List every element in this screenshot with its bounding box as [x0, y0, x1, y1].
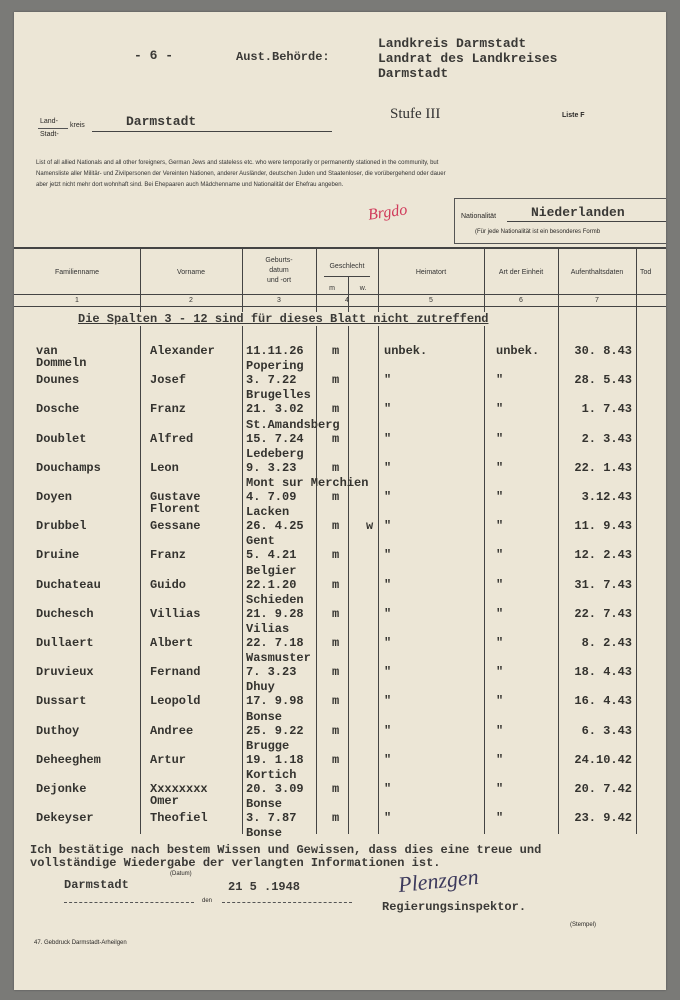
heimatort-cell: "	[384, 460, 392, 475]
unit-cell: "	[496, 490, 504, 504]
col-number-7: 7	[595, 297, 599, 304]
col-header-tod: Tod	[640, 269, 652, 276]
col-number-6: 6	[519, 297, 523, 304]
den-label: den	[202, 898, 213, 904]
kreis-value: Darmstadt	[126, 114, 197, 129]
authority-line-1: Landkreis Darmstadt	[378, 36, 527, 51]
signer-title: Regierungsinspektor.	[382, 900, 527, 914]
table-row	[14, 344, 666, 372]
heimatort-cell: "	[384, 490, 392, 504]
signature: Plenzgen	[396, 863, 480, 898]
firstname-cont-cell: Omer	[150, 794, 179, 808]
firstname-cell: Albert	[150, 636, 194, 650]
birthdate-cell: 9. 3.23	[246, 460, 297, 475]
heimatort-cell: unbek.	[384, 344, 428, 358]
stadt-label: Stadt-	[40, 131, 59, 138]
cert-line-1: Ich bestätige nach bestem Wissen und Gewissen, dass dies eine treue und	[30, 843, 542, 857]
heimatort-cell: "	[384, 606, 392, 621]
birthplace-cell: Schieden	[246, 592, 304, 607]
col-header-unit: Art der Einheit	[498, 269, 544, 276]
heimatort-cell: "	[384, 577, 392, 592]
birthdate-cell: 21. 9.28	[246, 606, 304, 621]
stay-date-cell: 22. 1.43	[574, 460, 632, 475]
heimatort-cell: "	[384, 519, 392, 534]
birthdate-cell: 11.11.26	[246, 344, 304, 358]
birthdate-cell: 19. 1.18	[246, 752, 304, 767]
place-value: Darmstadt	[64, 878, 129, 892]
surname-cont-cell: Dommeln	[36, 356, 87, 370]
document-sheet	[14, 12, 666, 990]
firstname-cell: Alexander	[150, 344, 215, 358]
table-row	[14, 476, 666, 518]
birthdate-cell: 20. 3.09	[246, 782, 304, 796]
surname-cell: Druvieux	[36, 665, 94, 680]
nationality-underline	[507, 221, 666, 222]
firstname-cell: Josef	[150, 373, 187, 388]
surname-cell: Doyen	[36, 490, 73, 504]
stay-date-cell: 31. 7.43	[574, 577, 632, 592]
birthdate-cell: 3. 7.22	[246, 373, 297, 388]
surname-cell: Dullaert	[36, 636, 94, 650]
birthplace-cell: Lacken	[246, 505, 290, 520]
birth-header-2: datum	[269, 267, 289, 274]
heimatort-cell: "	[384, 811, 392, 826]
sex-m-cell: m	[332, 548, 340, 563]
sex-m-cell: m	[332, 752, 340, 767]
stay-date-cell: 1. 7.43	[581, 402, 632, 417]
firstname-cont-cell: Florent	[150, 502, 201, 516]
stay-date-cell: 18. 4.43	[574, 665, 632, 680]
unit-cell: "	[496, 519, 504, 534]
sex-m-cell: m	[332, 811, 340, 826]
birthplace-cell: Popering	[246, 359, 304, 374]
heimatort-cell: "	[384, 694, 392, 709]
authority-lines	[378, 36, 557, 81]
sex-m-cell: m	[332, 782, 340, 796]
unit-cell: "	[496, 694, 504, 709]
liste-label: Liste F	[562, 112, 585, 119]
surname-cell: Duthoy	[36, 723, 80, 738]
col-number-3: 3	[277, 297, 281, 304]
cert-line-2: vollständige Wiedergabe der verlangten Informationen ist.	[30, 856, 441, 870]
sex-m-cell: m	[332, 431, 340, 446]
printer-line: 47. Gebdruck Darmstadt-Arheilgen	[34, 940, 127, 946]
stay-date-cell: 16. 4.43	[574, 694, 632, 709]
sex-m-cell: m	[332, 373, 340, 388]
authority-line-3: Darmstadt	[378, 66, 449, 81]
sex-m-cell: m	[332, 665, 340, 680]
table-row	[14, 622, 666, 664]
table-row	[14, 680, 666, 722]
birthdate-cell: 15. 7.24	[246, 431, 304, 446]
unit-cell: "	[496, 373, 504, 388]
stay-date-cell: 23. 9.42	[574, 811, 632, 826]
unit-cell: "	[496, 431, 504, 446]
table-row	[14, 563, 666, 606]
firstname-cell: Franz	[150, 402, 187, 417]
table-top-rule	[14, 247, 666, 249]
birthdate-cell: 26. 4.25	[246, 519, 304, 534]
firstname-cell: Xxxxxxxx	[150, 782, 208, 796]
unit-cell: "	[496, 752, 504, 767]
sex-m-cell: m	[332, 636, 340, 650]
surname-cell: Dosche	[36, 402, 80, 417]
table-row	[14, 709, 666, 752]
birthdate-cell: 4. 7.09	[246, 490, 297, 504]
surname-cell: Dejonke	[36, 782, 87, 796]
heimatort-cell: "	[384, 548, 392, 563]
col-header-surname: Familienname	[55, 269, 99, 276]
stay-date-cell: 3.12.43	[581, 490, 632, 504]
col-header-stay: Aufenthaltsdaten	[570, 269, 624, 276]
sex-m-cell: m	[332, 519, 340, 534]
date-dotline	[222, 902, 352, 903]
col-number-4: 4	[345, 297, 349, 304]
heimatort-cell: "	[384, 782, 392, 796]
date-place-label: (Datum)	[170, 871, 192, 877]
intro-text	[36, 158, 666, 191]
birthdate-cell: 25. 9.22	[246, 723, 304, 738]
surname-cell: Douchamps	[36, 460, 101, 475]
stay-date-cell: 30. 8.43	[574, 344, 632, 358]
firstname-cell: Leopold	[150, 694, 201, 709]
firstname-cell: Alfred	[150, 431, 194, 446]
table-header-rule	[14, 294, 666, 295]
heimatort-cell: "	[384, 373, 392, 388]
stamp-label: (Stempel)	[570, 922, 597, 928]
unit-cell: "	[496, 665, 504, 680]
firstname-cell: Gustave	[150, 490, 201, 504]
surname-cell: Dounes	[36, 373, 80, 388]
birthdate-cell: 5. 4.21	[246, 548, 297, 563]
birthplace-cell: Bonse	[246, 709, 283, 724]
intro-line-2: Namensliste aller Militär- und Zivilpersonen der Vereinten Nationen, anderer Ausländer, deutschen Juden und Staatenloser, die vorübergehend oder dauer	[36, 171, 446, 177]
birthplace-cell: Dhuy	[246, 680, 275, 695]
sex-m-cell: m	[332, 723, 340, 738]
stay-date-cell: 24.10.42	[574, 752, 632, 767]
unit-cell: "	[496, 606, 504, 621]
table-row	[14, 592, 666, 635]
sex-m-cell: m	[332, 344, 340, 358]
birthplace-cell: Kortich	[246, 768, 297, 782]
stay-date-cell: 22. 7.43	[574, 606, 632, 621]
sex-m-cell: m	[332, 694, 340, 709]
surname-cell: Dussart	[36, 694, 87, 709]
nationality-label: Nationalität	[461, 213, 497, 220]
birthdate-cell: 22.1.20	[246, 577, 297, 592]
firstname-cell: Franz	[150, 548, 187, 563]
birthdate-cell: 22. 7.18	[246, 636, 304, 650]
stay-date-cell: 12. 2.43	[574, 548, 632, 563]
table-number-rule	[14, 306, 666, 307]
place-dotline	[64, 902, 194, 903]
surname-cell: Doublet	[36, 431, 87, 446]
col-number-2: 2	[189, 297, 193, 304]
sex-m-cell: m	[332, 577, 340, 592]
table-row	[14, 417, 666, 460]
red-stamp: Brgdo	[366, 201, 409, 224]
page-number: - 6 -	[134, 48, 174, 63]
table-row	[14, 738, 666, 781]
nationality-note: (Für jede Nationalität ist ein besonderes Formb	[475, 229, 601, 235]
stufe-label: Stufe III	[390, 106, 441, 122]
columns-note: Die Spalten 3 - 12 sind für dieses Blatt nicht zutreffend	[78, 312, 489, 326]
unit-cell: "	[496, 460, 504, 475]
birthdate-cell: 17. 9.98	[246, 694, 304, 709]
firstname-cell: Fernand	[150, 665, 201, 680]
heimatort-cell: "	[384, 723, 392, 738]
stay-date-cell: 28. 5.43	[574, 373, 632, 388]
unit-cell: "	[496, 636, 504, 650]
birthplace-cell: Vilias	[246, 622, 290, 636]
nationality-value: Niederlanden	[531, 205, 625, 220]
strike-line	[38, 128, 68, 129]
firstname-cell: Villias	[150, 606, 201, 621]
col-header-sex: Geschlecht	[329, 263, 365, 270]
birthplace-cell: Brugelles	[246, 388, 311, 403]
surname-cell: Duchateau	[36, 577, 101, 592]
birthplace-cell: Gent	[246, 534, 275, 549]
authority-label: Aust.Behörde:	[236, 50, 330, 64]
unit-cell: unbek.	[496, 344, 540, 358]
nationality-box	[454, 198, 666, 244]
col-header-heimatort: Heimatort	[415, 269, 447, 276]
col-header-firstname: Vorname	[176, 269, 206, 276]
col-number-5: 5	[429, 297, 433, 304]
sex-m-cell: m	[332, 460, 340, 475]
sex-m-cell: m	[332, 490, 340, 504]
stay-date-cell: 11. 9.43	[574, 519, 632, 534]
intro-line-3: aber jetzt nicht mehr dort wohnhaft sind. Bei Ehepaaren auch Mädchenname und Nationalität der Ehefrau angeben.	[36, 182, 344, 188]
sex-subrule	[324, 276, 370, 277]
kreis-underline	[92, 131, 332, 132]
unit-cell: "	[496, 402, 504, 417]
stay-date-cell: 2. 3.43	[581, 431, 632, 446]
stay-date-cell: 8. 2.43	[581, 636, 632, 650]
surname-cell: Druine	[36, 548, 80, 563]
surname-cell: van	[36, 344, 58, 358]
birth-header-1: Geburts-	[265, 257, 293, 264]
intro-line-1: List of all allied Nationals and all other foreigners, German Jews and stateless etc. who were temporarily or permanently stationed in the community, but	[36, 160, 439, 166]
unit-cell: "	[496, 723, 504, 738]
table-row	[14, 388, 666, 430]
firstname-cell: Gessane	[150, 519, 201, 534]
unit-cell: "	[496, 782, 504, 796]
birthplace-cell: St.Amandsberg	[246, 417, 340, 432]
sex-w-cell: w	[366, 519, 374, 534]
heimatort-cell: "	[384, 431, 392, 446]
birthplace-cell: Bonse	[246, 797, 283, 812]
heimatort-cell: "	[384, 402, 392, 417]
birthplace-cell: Mont sur Merchien	[246, 476, 369, 490]
birth-header-3: und -ort	[266, 277, 292, 284]
col-header-m: m	[329, 285, 335, 292]
birthdate-cell: 3. 7.87	[246, 811, 297, 826]
stay-date-cell: 20. 7.42	[574, 782, 632, 796]
birthplace-cell: Ledeberg	[246, 446, 304, 461]
surname-cell: Dekeyser	[36, 811, 94, 826]
kreis-label: kreis	[70, 122, 85, 129]
firstname-cell: Artur	[150, 752, 187, 767]
col-number-1: 1	[75, 297, 79, 304]
unit-cell: "	[496, 577, 504, 592]
birthplace-cell: Wasmuster	[246, 651, 311, 666]
col-header-w: w.	[359, 285, 367, 292]
birthdate-cell: 21. 3.02	[246, 402, 304, 417]
table-row	[14, 534, 666, 576]
surname-cell: Deheeghem	[36, 752, 101, 767]
col-header-birth	[242, 256, 316, 286]
authority-line-2: Landrat des Landkreises	[378, 51, 558, 66]
sex-m-cell: m	[332, 606, 340, 621]
sex-m-cell: m	[332, 402, 340, 417]
birthdate-cell: 7. 3.23	[246, 665, 297, 680]
unit-cell: "	[496, 811, 504, 826]
date-value: 21 5 .1948	[228, 880, 301, 894]
birthplace-cell: Belgier	[246, 563, 297, 578]
firstname-cell: Theofiel	[150, 811, 208, 826]
heimatort-cell: "	[384, 665, 392, 680]
surname-cell: Duchesch	[36, 606, 94, 621]
table-row	[14, 651, 666, 693]
birthplace-cell: Bonse	[246, 826, 283, 841]
unit-cell: "	[496, 548, 504, 563]
stay-date-cell: 6. 3.43	[581, 723, 632, 738]
heimatort-cell: "	[384, 636, 392, 650]
surname-cell: Drubbel	[36, 519, 87, 534]
land-label: Land-	[40, 118, 58, 125]
heimatort-cell: "	[384, 752, 392, 767]
firstname-cell: Leon	[150, 460, 179, 475]
table-row	[14, 768, 666, 810]
birthplace-cell: Brugge	[246, 738, 290, 753]
firstname-cell: Guido	[150, 577, 187, 592]
firstname-cell: Andree	[150, 723, 194, 738]
